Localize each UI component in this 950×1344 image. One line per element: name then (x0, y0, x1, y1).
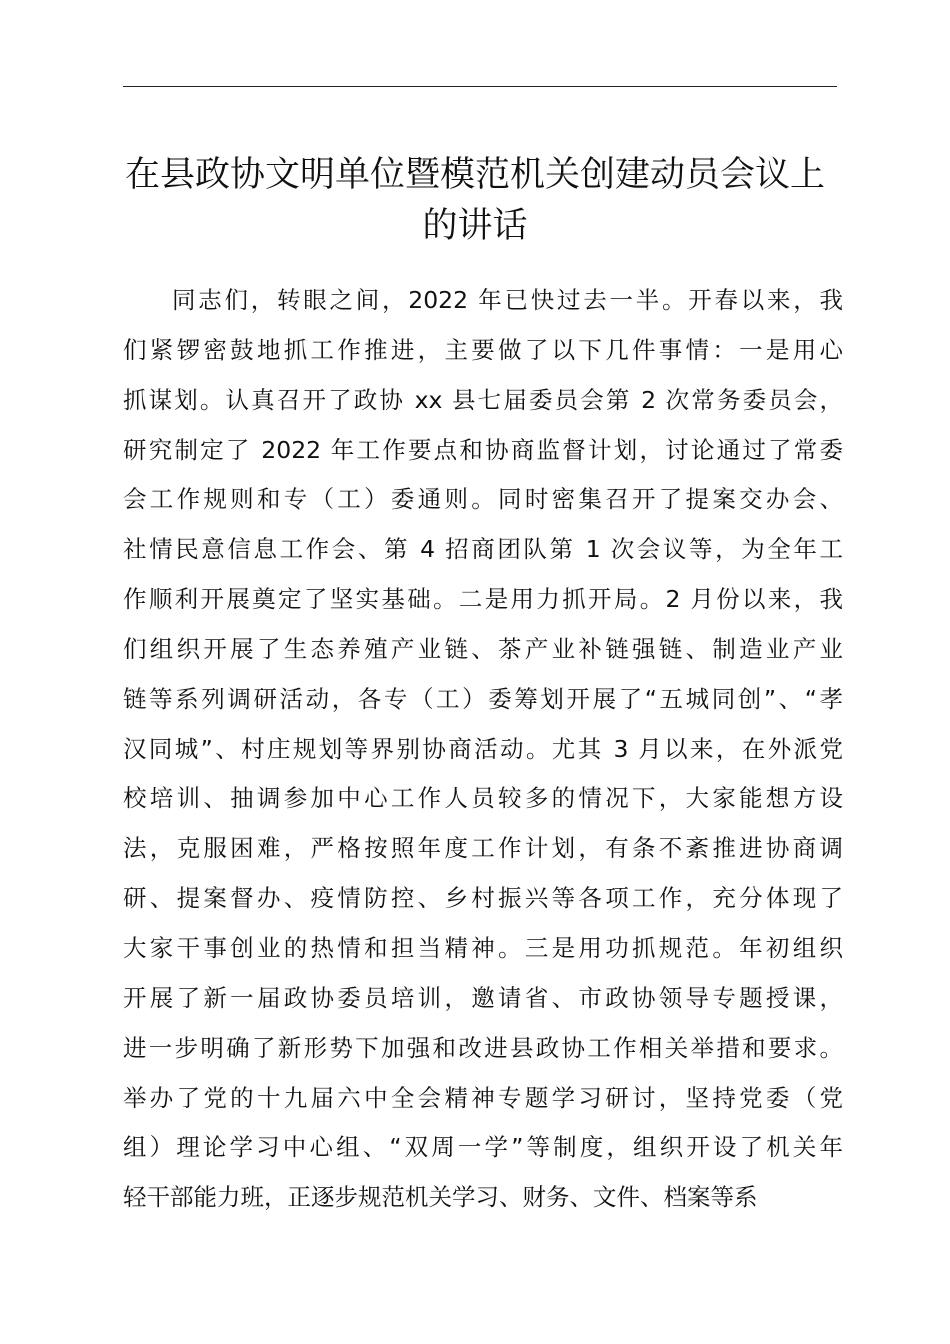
body-paragraph (123, 276, 843, 1223)
body-line: 作顺利开展奠定了坚实基础。二是用力抓开局。2 月份以来，我 (123, 585, 843, 614)
body-line: 们紧锣密鼓地抓工作推进，主要做了以下几件事情：一是用心 (123, 335, 843, 364)
body-line: 法，克服困难，严格按照年度工作计划，有条不紊推进协商调 (123, 834, 843, 863)
body-line: 研、提案督办、疫情防控、乡村振兴等各项工作，充分体现了 (123, 884, 843, 913)
body-line: 大家干事创业的热情和担当精神。三是用功抓规范。年初组织 (123, 933, 843, 962)
document-title (110, 150, 840, 252)
body-line: 链等系列调研活动，各专（工）委筹划开展了“五城同创”、“孝 (123, 684, 843, 713)
body-line: 社情民意信息工作会、第 4 招商团队第 1 次会议等，为全年工 (123, 535, 843, 564)
title-line: 的讲话 (422, 206, 528, 246)
body-line: 举办了党的十九届六中全会精神专题学习研讨，坚持党委（党 (123, 1083, 843, 1112)
body-line: 同志们，转眼之间，2022 年已快过去一半。开春以来，我 (172, 286, 843, 314)
body-line: 抓谋划。认真召开了政协 xx 县七届委员会第 2 次常务委员会， (123, 385, 843, 414)
body-line: 研究制定了 2022 年工作要点和协商监督计划，讨论通过了常委 (123, 435, 843, 464)
body-line: 开展了新一届政协委员培训，邀请省、市政协领导专题授课， (123, 983, 843, 1012)
body-line: 校培训、抽调参加中心工作人员较多的情况下，大家能想方设 (123, 784, 843, 813)
body-line: 汉同城”、村庄规划等界别协商活动。尤其 3 月以来，在外派党 (123, 734, 843, 763)
body-line: 轻干部能力班，正逐步规范机关学习、财务、文件、档案等系 (123, 1183, 758, 1212)
body-line: 组）理论学习中心组、“双周一学”等制度，组织开设了机关年 (123, 1133, 843, 1162)
body-line: 进一步明确了新形势下加强和改进县政协工作相关举措和要求。 (123, 1033, 843, 1062)
header-rule (123, 86, 837, 87)
body-line: 会工作规则和专（工）委通则。同时密集召开了提案交办会、 (123, 485, 843, 514)
body-line: 们组织开展了生态养殖产业链、茶产业补链强链、制造业产业 (123, 634, 843, 663)
title-line: 在县政协文明单位暨模范机关创建动员会议上 (124, 155, 825, 195)
